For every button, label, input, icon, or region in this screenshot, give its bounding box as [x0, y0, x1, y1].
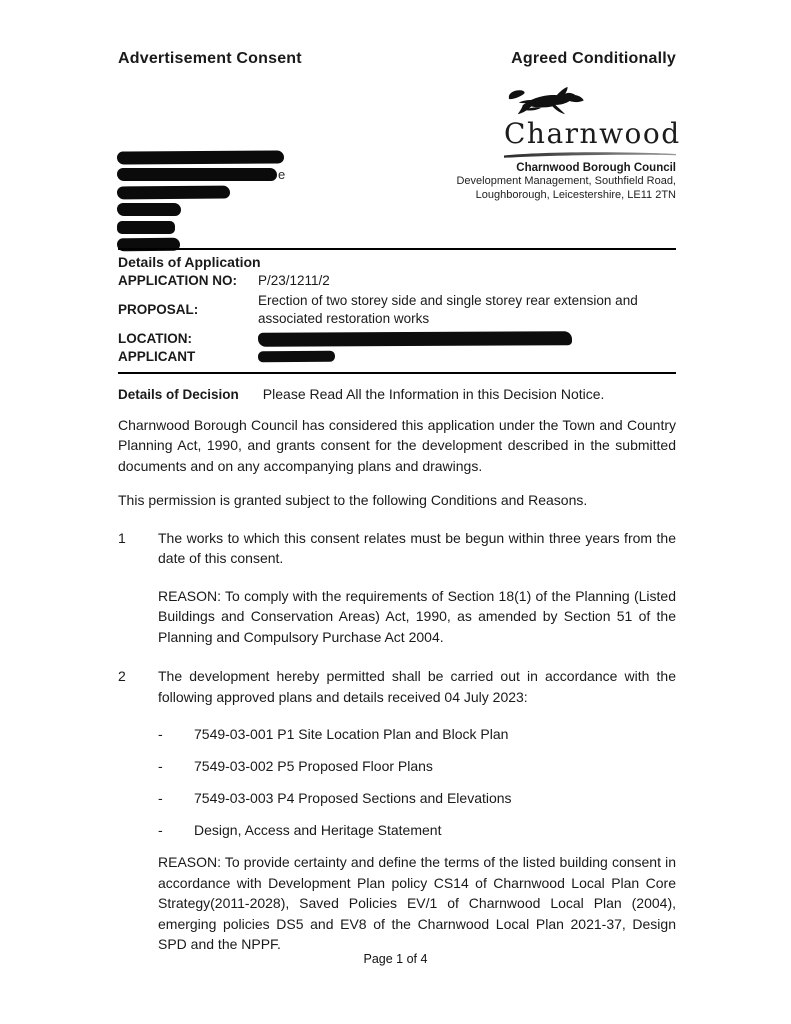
- council-logo: [504, 84, 681, 158]
- condition-number: 2: [118, 668, 126, 684]
- approved-plan-entry: 7549-03-002 P5 Proposed Floor Plans: [194, 758, 433, 774]
- condition-item-1: [118, 528, 676, 569]
- council-address-line-1: Development Management, Southfield Road,: [456, 175, 676, 187]
- decision-section-title: Details of Decision: [118, 386, 239, 402]
- list-item: [158, 788, 676, 808]
- condition-number: 1: [118, 529, 126, 546]
- condition-reason: REASON: To provide certainty and define the terms of the listed building consent in accordance with Development Plan policy CS14 of Charnwood Local Plan Core Strategy(2011-2028), Saved Policies EV/1 of Charnwood Local Plan (2004), emerging policies DS5 and EV8 of the Charnwood Local Plan 2021-37, Design SPD and the NPPF.: [158, 854, 676, 952]
- redaction-bar: [117, 221, 175, 234]
- redaction-bar: [258, 351, 335, 363]
- page-number: Page 1 of 4: [363, 952, 428, 966]
- proposal-label: PROPOSAL:: [118, 301, 199, 317]
- list-item: [158, 820, 676, 840]
- council-address-line-2: Loughborough, Leicestershire, LE11 2TN: [475, 188, 676, 201]
- redaction-bar: [117, 185, 230, 199]
- main-content: [118, 248, 676, 974]
- decision-notice-text: Please Read All the Information in this Decision Notice.: [262, 385, 605, 402]
- application-no-label: APPLICATION NO:: [118, 273, 237, 288]
- dash-marker: -: [158, 822, 163, 838]
- fox-logo-icon: [506, 84, 594, 120]
- redacted-line: [117, 216, 285, 234]
- application-no-value: P/23/1211/2: [258, 273, 330, 288]
- dash-marker: -: [158, 790, 163, 806]
- decision-status-title: Agreed Conditionally: [511, 50, 676, 67]
- application-row-applicant: [118, 348, 676, 374]
- logo-swoosh: [504, 151, 676, 158]
- redacted-line: [117, 164, 285, 182]
- document-type-title: Advertisement Consent: [118, 50, 302, 67]
- redaction-bar: [117, 203, 181, 216]
- dash-marker: -: [158, 726, 163, 742]
- application-row-location: [118, 330, 676, 349]
- council-name: Charnwood Borough Council: [516, 162, 676, 174]
- redacted-line: [117, 181, 285, 199]
- redaction-bar: [117, 168, 277, 181]
- charnwood-wordmark: Charnwood: [504, 117, 681, 150]
- condition-text: The development hereby permitted shall be carried out in accordance with the following approved plans and details received 04 July 2023:: [158, 668, 676, 705]
- condition-item-2: [118, 666, 676, 707]
- decision-header-row: [118, 386, 676, 402]
- recipient-address-redacted: [117, 146, 285, 251]
- redacted-line: [117, 199, 285, 217]
- decision-paragraph: This permission is granted subject to the following Conditions and Reasons.: [118, 492, 588, 508]
- application-section-title: Details of Application: [118, 254, 261, 270]
- application-row-proposal: [118, 291, 676, 330]
- redaction-visible-character: e: [278, 167, 286, 182]
- decision-paragraph: Charnwood Borough Council has considered this application under the Town and Country Planning Act, 1990, and grants consent for the development described in the submitted documents and on any accompanying plans and drawings.: [118, 416, 676, 474]
- condition-reason: REASON: To comply with the requirements of Section 18(1) of the Planning (Listed Buildings and Conservation Areas) Act, 1990, as amended by Section 51 of the Planning and Compulsory Purchase Act 2004.: [158, 587, 676, 645]
- council-logo-block: [430, 84, 681, 202]
- document-header: [118, 50, 676, 68]
- list-item: [158, 724, 676, 744]
- approved-plan-entry: 7549-03-001 P1 Site Location Plan and Block Plan: [194, 726, 509, 742]
- application-row-number: [118, 272, 676, 291]
- list-item: [158, 756, 676, 776]
- approved-plan-entry: 7549-03-003 P4 Proposed Sections and Elevations: [194, 790, 512, 806]
- location-value-redacted: [258, 330, 676, 349]
- proposal-value: Erection of two storey side and single storey rear extension and associated restoration works: [258, 292, 638, 326]
- applicant-label: APPLICANT: [118, 349, 196, 364]
- dash-marker: -: [158, 758, 163, 774]
- approved-plan-entry: Design, Access and Heritage Statement: [194, 822, 442, 838]
- section-divider-top: [118, 248, 676, 374]
- location-label: LOCATION:: [118, 330, 192, 346]
- approved-plans-list: [118, 724, 676, 840]
- applicant-value-redacted: [258, 348, 676, 367]
- redacted-line: [117, 146, 285, 164]
- redaction-bar: [258, 331, 572, 347]
- redaction-bar: [117, 150, 284, 164]
- condition-text: The works to which this consent relates must be begun within three years from the date of this consent.: [158, 529, 676, 566]
